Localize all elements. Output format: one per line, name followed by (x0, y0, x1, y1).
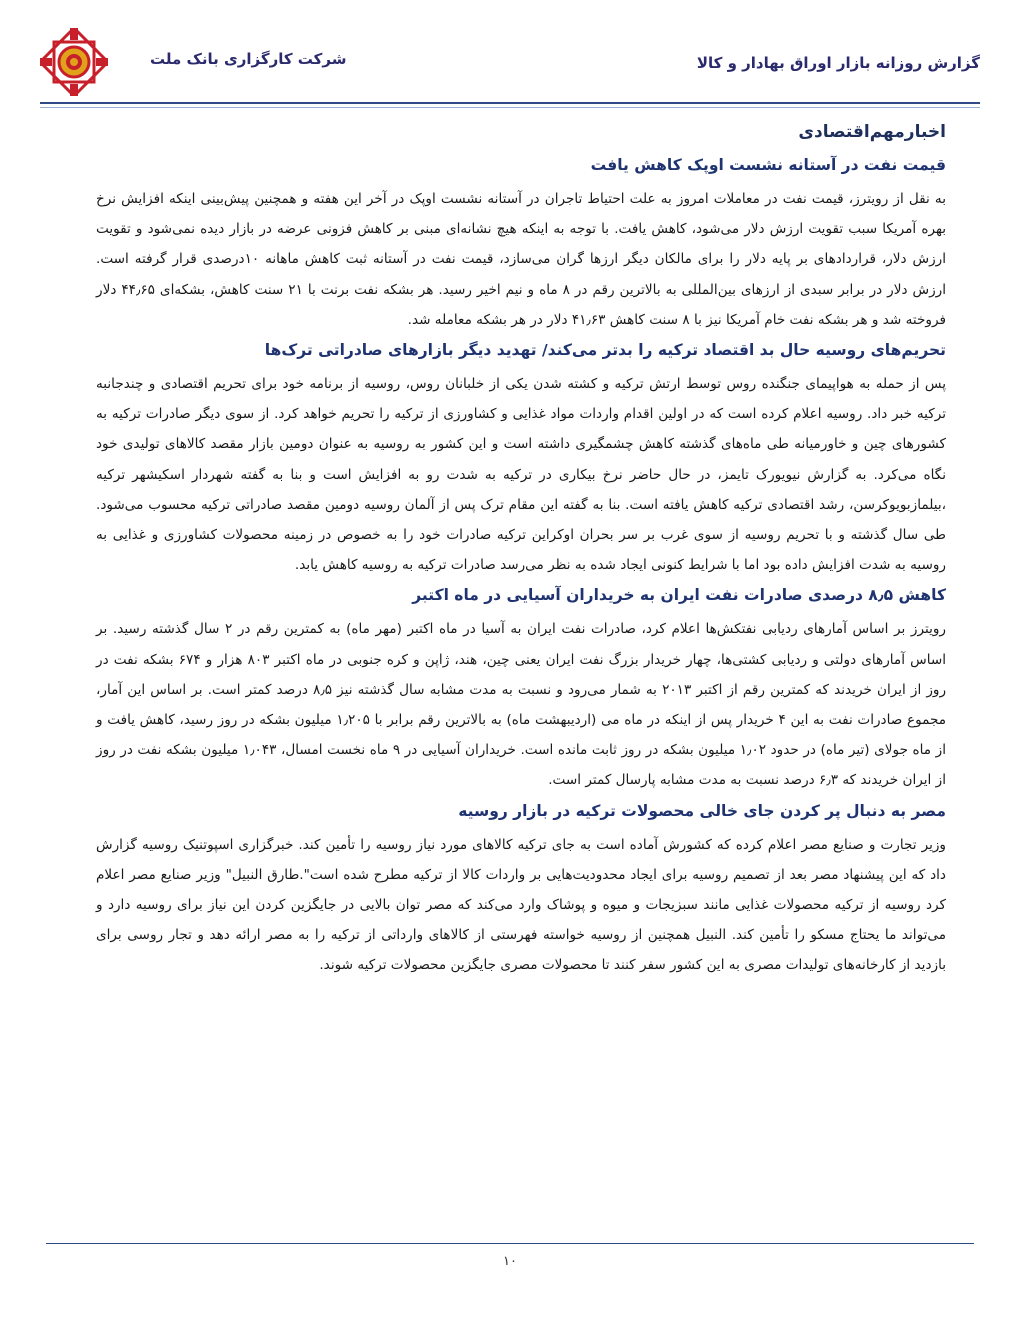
footer-divider (46, 1243, 974, 1244)
article-title: کاهش ۸٫۵ درصدی صادرات نفت ایران به خریداران آسیایی در ماه اکتبر (412, 586, 946, 605)
bank-mellat-logo-icon (40, 28, 108, 96)
article (96, 798, 946, 981)
page-number: ۱۰ (503, 1254, 517, 1269)
article (96, 337, 946, 580)
article-body: رویترز بر اساس آمارهای ردیابی نفتکش‌ها اعلام کرد، صادرات نفت ایران به آسیا در ماه اکتبر (مهر ماه) به کمترین رقم در ۲ سال گذشته رسید. بر اساس آمارهای دولتی و ردیابی کشتی‌ها، چهار خریدار بزرگ نفت ایران یعنی چین، هند، ژاپن و کره جنوبی در ماه اکتبر ۸۰۳ هزار و ۶۷۴ بشکه نفت در روز از ایران خریدند که کمترین رقم از اکتبر ۲۰۱۳ به شمار می‌رود و نسبت به مدت مشابه سال گذشته نیز ۸٫۵ درصد کمتر است. بر اساس این آمار، مجموع صادرات نفت به این ۴ خریدار پس از اینکه در ماه می (اردیبهشت ماه) به بالاترین رقم برابر با ۱٫۲۰۵ میلیون بشکه در روز رسید، کاهش یافت و از ماه جولای (تیر ماه) در حدود ۱٫۰۲ میلیون بشکه در روز ثابت مانده است. خریداران آسیایی در ۹ ماه نخست امسال، ۱٫۰۴۳ میلیون بشکه نفت در روز از ایران خریدند که ۶٫۳ درصد نسبت به مدت مشابه پارسال کمتر است. (96, 621, 947, 789)
article-body: پس از حمله به هواپیمای جنگنده روس توسط ارتش ترکیه و کشته شدن یکی از خلبانان روس، روسیه از برنامه خود برای تحریم اقتصادی و چندجانبه ترکیه خبر داد. روسیه اعلام کرده است که در اولین اقدام واردات مواد غذایی و کشاورزی از ترکیه را تحریم خواهد کرد. از سوی دیگر صادرات ترکیه به کشورهای چین و خاورمیانه طی ماه‌های گذشته کاهش چشمگیری داشته است و این کشور به روسیه به عنوان دومین بازار مقصد کالاهای تولیدی خود نگاه می‌کرد. به گزارش نیویورک تایمز، در حال حاضر نرخ بیکاری در ترکیه به شدت رو به افزایش است و بنا به گفته شهردار اسکیشهر ترکیه ،بیلمازبویوکرسن، رشد اقتصادی ترکیه کاهش یافته است. بنا به گفته این مقام ترک پس از آلمان روسیه دومین مقصد صادراتی ترکیه محسوب می‌شود. طی سال گذشته و با تحریم روسیه از سوی غرب بر سر بحران اوکراین ترکیه صادرات خود را به خصوص در زمینه محصولات کشاورزی و غذایی به روسیه به شدت افزایش داده بود اما با شرایط کنونی ایجاد شده به نظر می‌رسد صادرات ترکیه به روسیه کاهش یابد. (96, 376, 946, 574)
header-divider-thin (40, 107, 980, 108)
brand-name: شرکت کارگزاری بانک ملت (150, 50, 347, 68)
article-title: قیمت نفت در آستانه نشست اوپک کاهش یافت (590, 156, 946, 174)
article-title: تحریم‌های روسیه حال بد اقتصاد ترکیه را بدتر می‌کند/ تهدید دیگر بازارهای صادراتی ترک‌ها (264, 341, 946, 360)
article-title: مصر به دنبال پر کردن جای خالی محصولات ترکیه در بازار روسیه (458, 801, 946, 820)
article (96, 582, 946, 795)
news-content (96, 118, 946, 983)
article (96, 152, 946, 335)
article-body: وزیر تجارت و صنایع مصر اعلام کرده که کشورش آماده است به جای ترکیه کالاهای مورد نیاز روسیه را تأمین کند. خبرگزاری اسپوتنیک روسیه گزارش داد که این پیشنهاد مصر بعد از تصمیم روسیه برای ایجاد محدودیت‌هایی بر واردات کالا از ترکیه مطرح شده است".طارق النبیل" وزیر صنایع مصر اعلام کرد روسیه از ترکیه محصولات غذایی مانند سبزیجات و میوه و پوشاک وارد می‌کند که مصر توان بالایی در جایگزین کردن این نیاز برای روسیه دارد و می‌تواند ما یحتاج مسکو را تأمین کند. النبیل همچنین از روسیه خواسته فهرستی از کالاهای وارداتی از ترکیه را به مصر ارائه دهد و تجار روسی برای بازدید از کارخانه‌های تولیدات مصری به این کشور سفر کنند تا محصولات مصری جایگزین محصولات ترکیه شوند. (96, 836, 946, 974)
section-heading: اخبارمهم‌اقتصادی (798, 122, 946, 142)
page-header (40, 28, 980, 104)
article-body: به نقل از رویترز، قیمت نفت در معاملات امروز به علت احتیاط تاجران در آستانه نشست اوپک در آخر این هفته و همچنین پیش‌بینی اینکه افزایش نرخ بهره آمریکا سبب تقویت ارزش دلار می‌شود، کاهش یافت. با توجه به اینکه هیچ نشانه‌ای مبنی بر کاهش فزونی عرضه در بازار دیده نمی‌شود و تقویت ارزش دلار، قراردادهای بر پایه دلار را برای مالکان دیگر ارزها گران می‌سازد، قیمت نفت در آستانه ثبت کاهش ماهانه ۱۰درصدی قرار گرفته است. ارزش دلار در برابر سبدی از ارزهای بین‌المللی به بالاترین رقم در ۸ ماه و نیم اخیر رسید. هر بشکه نفت برنت با ۲۱ سنت کاهش، بشکه‌ای ۴۴٫۶۵ دلار فروخته شد و هر بشکه نفت خام آمریکا نیز با ۸ سنت کاهش ۴۱٫۶۳ دلار در هر بشکه معامله شد. (96, 191, 946, 328)
report-title: گزارش روزانه بازار اوراق بهادار و کالا (696, 54, 980, 72)
header-divider (40, 102, 980, 104)
